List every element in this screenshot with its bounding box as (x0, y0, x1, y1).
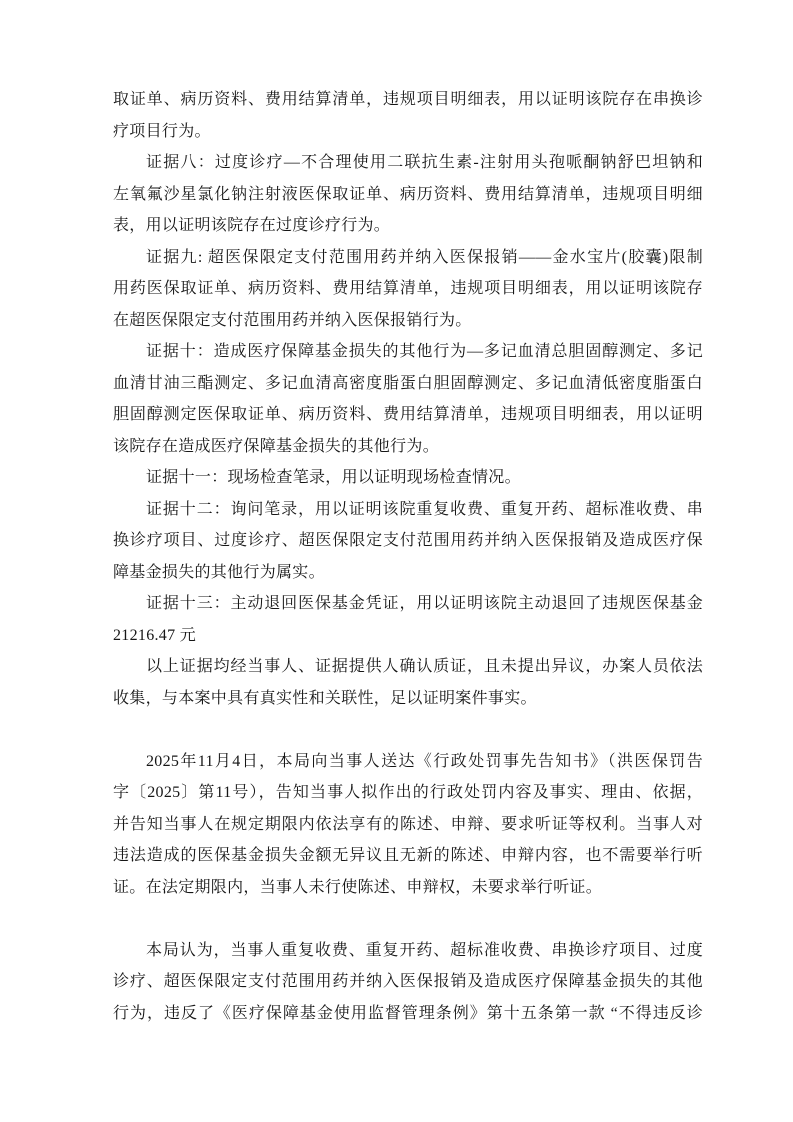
text-line: 障基金损失的其他行为属实。 (113, 563, 325, 581)
para-evidence-13 (113, 588, 703, 651)
text-line: 证。在法定期限内，当事人未行使陈述、申辩权，未要求举行听证。 (113, 878, 603, 896)
text-line: 字〔2025〕第11号），告知当事人拟作出的行政处罚内容及事实、理由、依据， (113, 784, 703, 801)
text-line: 用药医保取证单、病历资料、费用结算清单，违规项目明细表，用以证明该院存 (113, 280, 703, 297)
text-line: 胆固醇测定医保取证单、病历资料、费用结算清单，违规项目明细表，用以证明 (113, 406, 703, 423)
text-line: 左氧氟沙星氯化钠注射液医保取证单、病历资料、费用结算清单，违规项目明细 (113, 185, 703, 203)
text-line: 本局认为，当事人重复收费、重复开药、超标准收费、串换诊疗项目、过度 (146, 941, 703, 959)
text-line: 2025年11月4日，本局向当事人送达《行政处罚事先告知书》（洪医保罚告 (146, 752, 703, 770)
para-evidence-9 (113, 242, 703, 337)
text-line: 血清甘油三酯测定、多记血清高密度脂蛋白胆固醇测定、多记血清低密度脂蛋白 (113, 374, 703, 392)
para-evidence-7-continuation (113, 84, 703, 147)
text-line: 违法造成的医保基金损失金额无异议且无新的陈述、申辩内容，也不需要举行听 (113, 847, 703, 864)
text-line: 21216.47 元 (113, 626, 196, 644)
para-bureau-opinion (113, 935, 703, 1030)
text-line: 证据八：过度诊疗—不合理使用二联抗生素-注射用头孢哌酮钠舒巴坦钠和 (146, 154, 703, 171)
text-line: 取证单、病历资料、费用结算清单，违规项目明细表，用以证明该院存在串换诊 (113, 91, 703, 108)
para-evidence-11 (113, 462, 703, 494)
para-prior-notification (113, 746, 703, 904)
text-line: 并告知当事人在规定期限内依法享有的陈述、申辩、要求听证等权利。当事人对 (113, 815, 703, 833)
text-line: 以上证据均经当事人、证据提供人确认质证，且未提出异议，办案人员依法 (146, 658, 703, 675)
document-body (113, 84, 703, 1029)
text-line: 证据十三：主动退回医保基金凭证，用以证明该院主动退回了违规医保基金 (146, 595, 703, 612)
para-evidence-10 (113, 336, 703, 462)
para-evidence-12 (113, 494, 703, 589)
text-line: 疗项目行为。 (113, 122, 211, 140)
text-line: 该院存在造成医疗保障基金损失的其他行为。 (113, 437, 440, 455)
text-line: 证据九: 超医保限定支付范围用药并纳入医保报销——金水宝片(胶囊)限制 (146, 248, 703, 266)
text-line: 表，用以证明该院存在过度诊疗行为。 (113, 217, 391, 234)
para-evidence-8 (113, 147, 703, 242)
para-evidence-summary (113, 651, 703, 714)
text-line: 证据十一：现场检查笔录，用以证明现场检查情况。 (146, 469, 521, 486)
text-line: 诊疗、超医保限定支付范围用药并纳入医保报销及造成医疗保障基金损失的其他 (113, 973, 703, 990)
text-line: 收集，与本案中具有真实性和关联性，足以证明案件事实。 (113, 689, 537, 707)
text-line: 换诊疗项目、过度诊疗、超医保限定支付范围用药并纳入医保报销及造成医疗保 (113, 532, 703, 549)
text-line: 证据十二：询问笔录，用以证明该院重复收费、重复开药、超标准收费、串 (146, 500, 703, 518)
text-line: 行为，违反了《医疗保障基金使用监督管理条例》第十五条第一款 “不得违反诊 (113, 1004, 703, 1022)
text-line: 在超医保限定支付范围用药并纳入医保报销行为。 (113, 311, 472, 329)
text-line: 证据十：造成医疗保障基金损失的其他行为—多记血清总胆固醇测定、多记 (146, 343, 703, 360)
